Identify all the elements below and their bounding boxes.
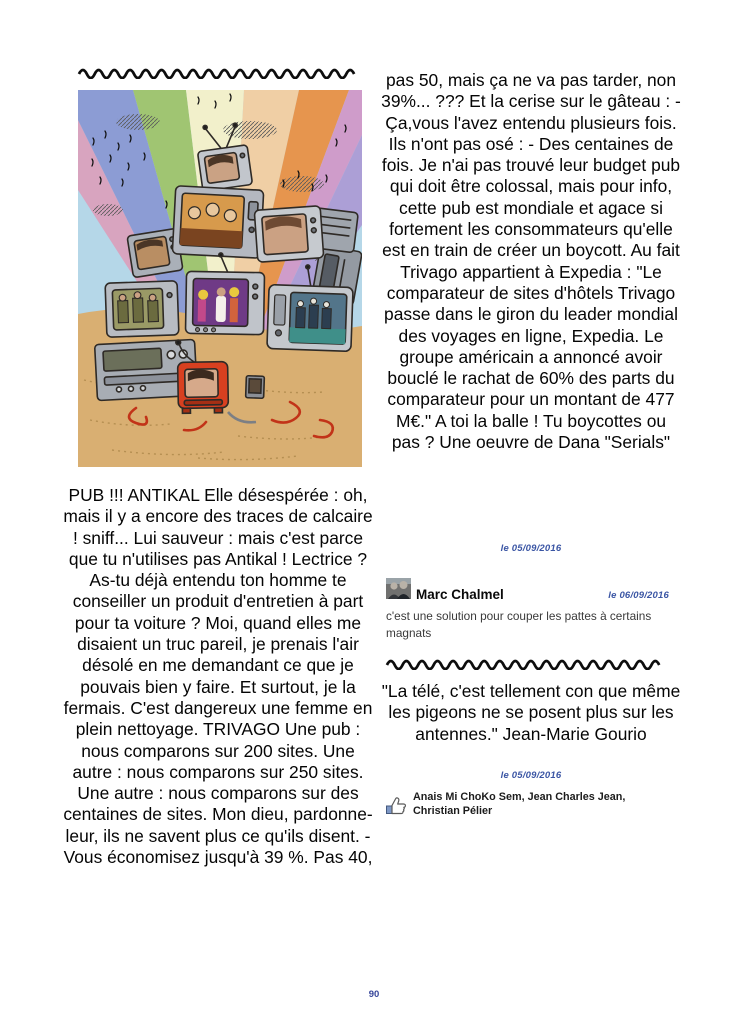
post-date: le 05/09/2016: [500, 543, 562, 554]
tv-pile-drawing: [78, 90, 362, 467]
comment-block: [386, 578, 681, 641]
squiggle-divider-middle: [385, 658, 667, 670]
left-column-paragraph: PUB !!! ANTIKAL Elle désespérée : oh, mais il y a encore des traces de calcaire ! sniff... Lui sauveur : mais c'est parce que tu n'utilises pas Antikal ! Lectrice ? As-tu déjà entendu ton homme te conseiller un produit d'entretien à part pour ta voiture ? Moi, quand elles me disaient un truc pareil, je prenais l'air désolé en me demandant ce que je pouvais bien y faire. Et surtout, je la fermais. C'est dangereux une femme en plein nettoyage. TRIVAGO Une pub : nous comparons sur 200 sites. Une autre : nous comparons sur 250 sites. Une autre : nous comparons sur des centaines de sites. Mon dieu, pardonne-leur, ils ne savent plus ce qu'ils disent. - Vous économisez jusqu'à 39 %. Pas 40,: [63, 485, 373, 868]
likers-names: Anais Mi ChoKo Sem, Jean Charles Jean, Christian Pélier: [413, 791, 626, 817]
thumbs-up-icon: [385, 794, 407, 816]
comment-text: c'est une solution pour couper les pattes à certains magnats: [386, 609, 652, 640]
comment-date: le 06/09/2016: [608, 590, 669, 601]
quote-paragraph: "La télé, c'est tellement con que même les pigeons ne se posent plus sur les antennes." Jean-Marie Gourio: [381, 681, 681, 744]
quote-date: le 05/09/2016: [500, 770, 562, 781]
tv-pile-illustration: [78, 90, 362, 467]
avatar: [386, 578, 411, 599]
likes-row: [385, 791, 675, 819]
squiggle-divider-top: [77, 67, 362, 79]
right-column-paragraph: pas 50, mais ça ne va pas tarder, non 39%... ??? Et la cerise sur le gâteau : - Ça,vous l'avez entendu plusieurs fois. Ils n'ont pas osé : - Des centaines de fois. Je n'ai pas trouvé leur budget pub qui doit être colossal, mais pour info, cette pub est mondiale et agace si fortement les consommateurs qu'elle est en train de créer un boycott. Au fait Trivago appartient à Expedia : "Le comparateur de sites d'hôtels Trivago passe dans le giron du leader mondial des voyages en ligne, Expedia. Le groupe américain a annoncé avoir bouclé le rachat de 60% des parts du comparateur pour un montant de 477 M€." A toi la balle ! Tu boycottes ou pas ? Une oeuvre de Dana "Serials": [381, 70, 681, 453]
page-number: 90: [368, 989, 380, 1000]
wavy-line-icon: [77, 67, 362, 79]
comment-author: Marc Chalmel: [416, 587, 504, 602]
wavy-line-icon: [385, 658, 667, 670]
